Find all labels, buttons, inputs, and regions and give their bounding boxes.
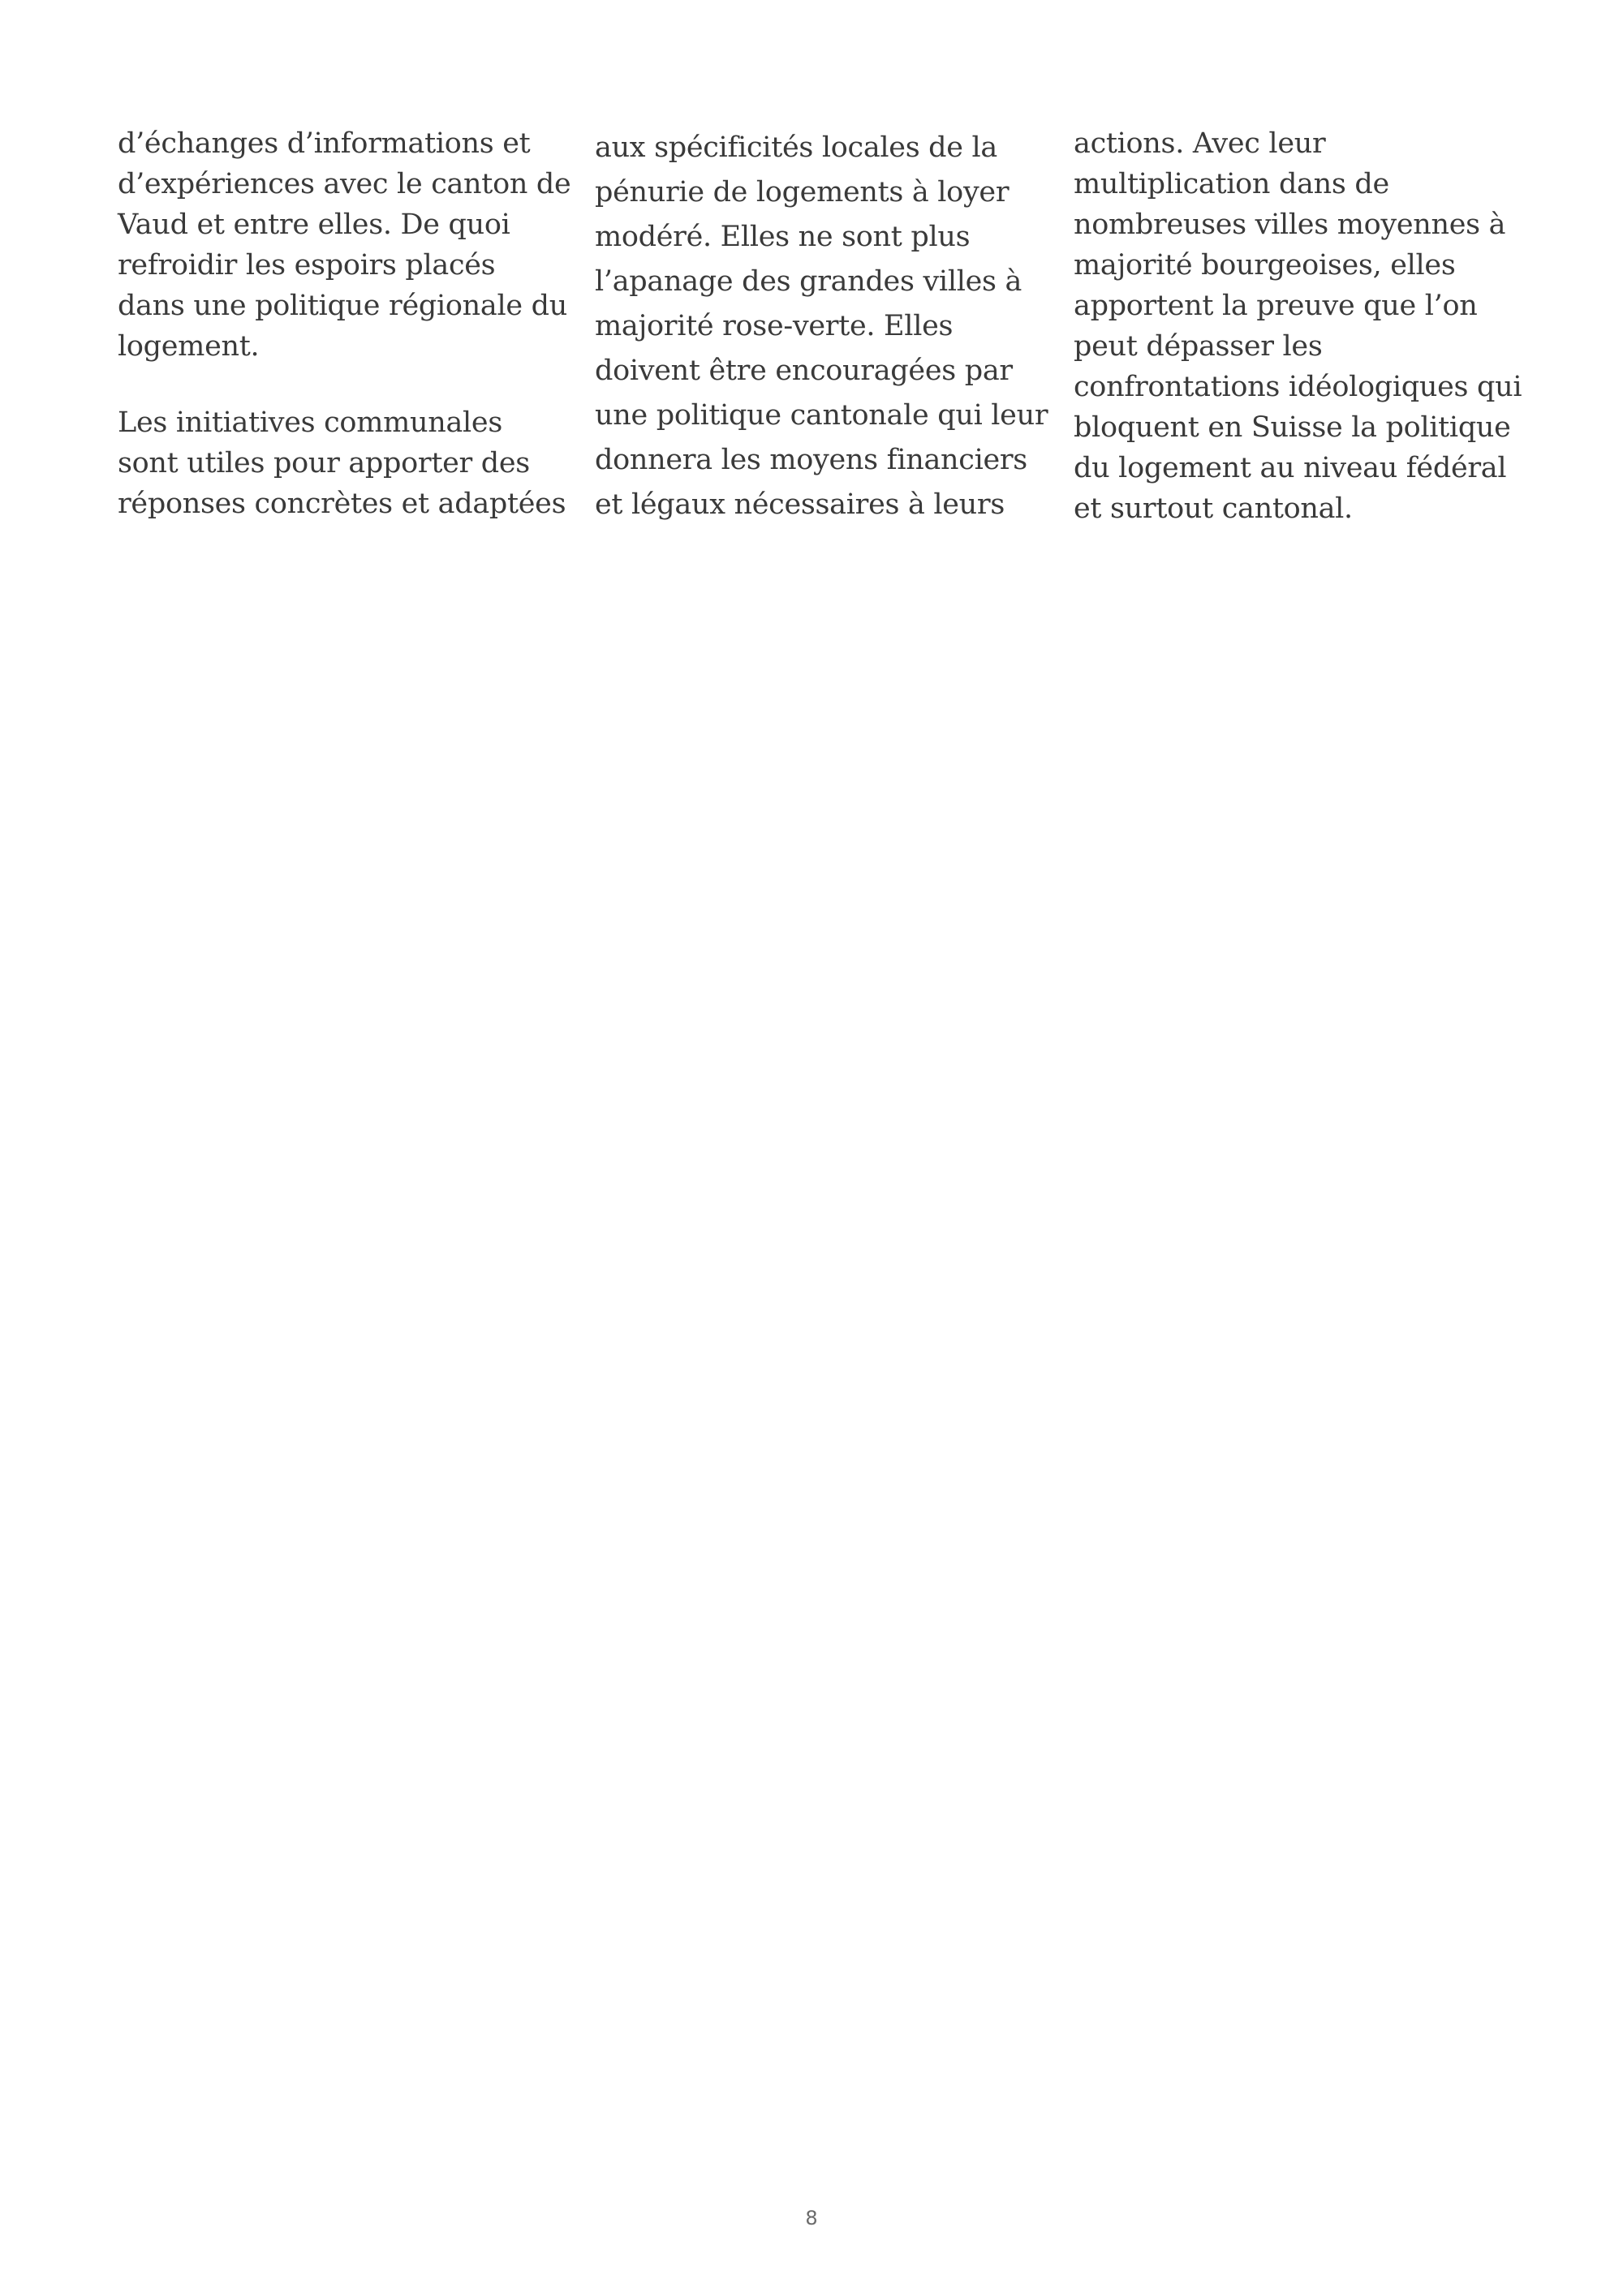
text-line: Vaud et entre elles. De quoi <box>118 209 510 241</box>
text-line: nombreuses villes moyennes à <box>1074 209 1506 241</box>
text-line: pénurie de logements à loyer <box>595 176 1010 209</box>
text-column-3 <box>1074 123 1528 529</box>
text-line: une politique cantonale qui leur <box>595 399 1048 432</box>
text-line: donnera les moyens financiers <box>595 444 1027 476</box>
text-line: l’apanage des grandes villes à <box>595 265 1022 298</box>
text-line: actions. Avec leur <box>1074 127 1326 160</box>
text-line: réponses concrètes et adaptées <box>118 488 566 520</box>
text-line: bloquent en Suisse la politique <box>1074 411 1511 444</box>
text-line: majorité rose-verte. Elles <box>595 310 954 342</box>
text-line: multiplication dans de <box>1074 168 1389 200</box>
text-line: confrontations idéologiques qui <box>1074 371 1522 403</box>
text-line: et légaux nécessaires à leurs <box>595 488 1005 521</box>
text-line: d’expériences avec le canton de <box>118 168 571 200</box>
text-line: peut dépasser les <box>1074 330 1323 363</box>
paragraph <box>595 126 1049 527</box>
text-line: refroidir les espoirs placés <box>118 249 496 282</box>
text-line: apportent la preuve que l’on <box>1074 290 1478 322</box>
paragraph <box>118 123 572 367</box>
text-line: et surtout cantonal. <box>1074 492 1353 525</box>
text-line: modéré. Elles ne sont plus <box>595 221 971 253</box>
text-line: dans une politique régionale du <box>118 290 567 322</box>
paragraph <box>118 402 572 524</box>
paragraph <box>1074 123 1528 529</box>
text-line: Les initiatives communales <box>118 406 502 439</box>
text-line: d’échanges d’informations et <box>118 127 531 160</box>
page-number: 8 <box>805 2207 818 2229</box>
text-line: majorité bourgeoises, elles <box>1074 249 1456 282</box>
text-column-2 <box>595 126 1049 527</box>
text-line: sont utiles pour apporter des <box>118 447 530 479</box>
text-column-1 <box>118 123 572 524</box>
paragraph-spacer <box>118 367 572 402</box>
text-line: doivent être encouragées par <box>595 355 1013 387</box>
text-line: du logement au niveau fédéral <box>1074 452 1507 484</box>
text-line: logement. <box>118 330 260 363</box>
text-line: aux spécificités locales de la <box>595 131 997 164</box>
